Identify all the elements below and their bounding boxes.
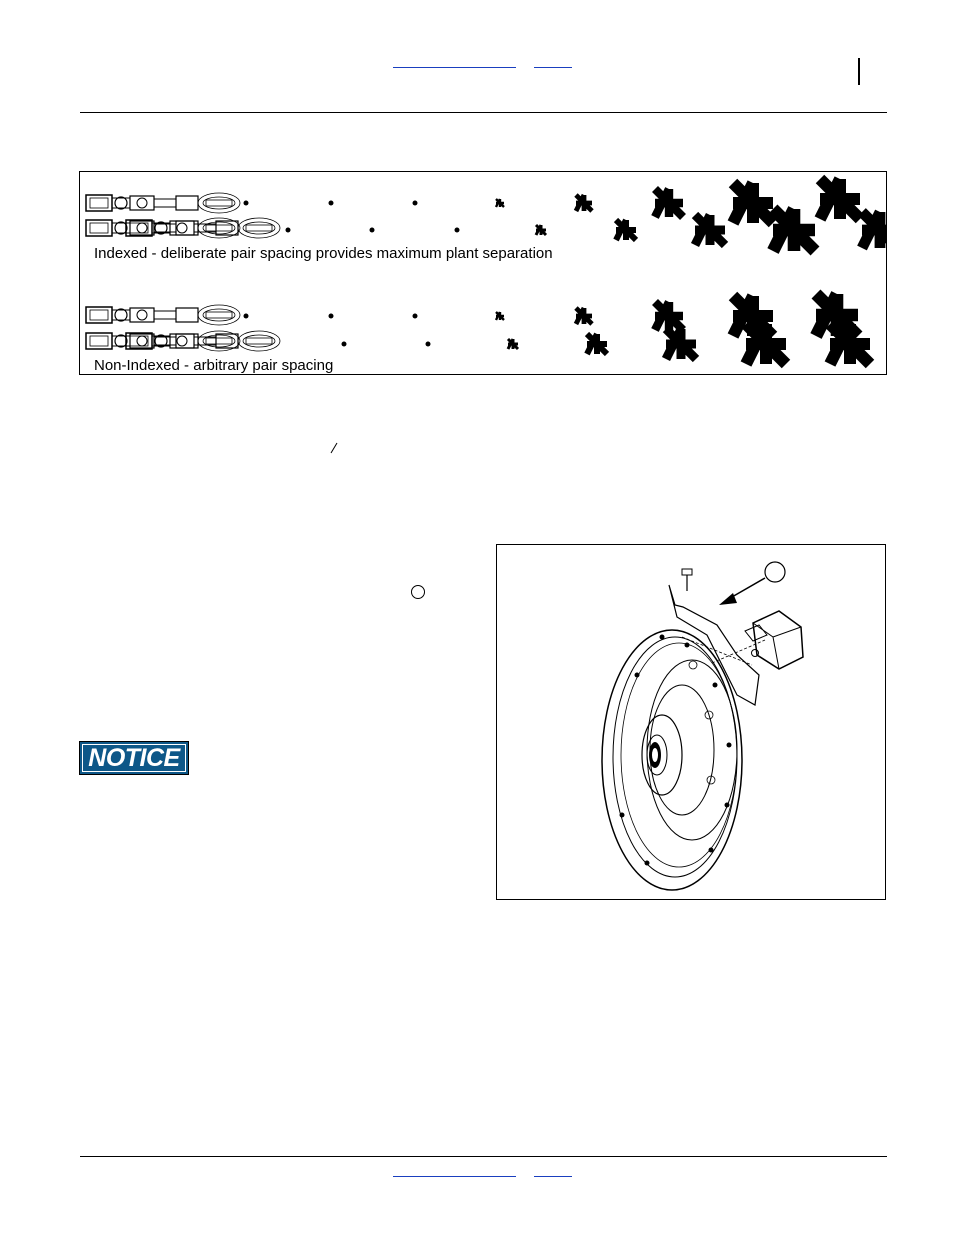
seed-spacing-illustration bbox=[80, 172, 887, 375]
non-indexed-caption: Non-Indexed - arbitrary pair spacing bbox=[94, 357, 334, 374]
fraction-slash-mark bbox=[329, 441, 339, 460]
footer-link-underline-right[interactable] bbox=[534, 1176, 572, 1177]
indexed-row-1 bbox=[244, 179, 861, 223]
indexed-caption: Indexed - deliberate pair spacing provides maximum plant separation bbox=[94, 245, 553, 262]
header-rule bbox=[80, 112, 887, 113]
header-change-bar bbox=[858, 58, 860, 85]
callout-reference-circle bbox=[411, 585, 425, 599]
hub bbox=[642, 715, 682, 795]
header-link-underline-right[interactable] bbox=[534, 67, 572, 68]
seed-spacing-figure bbox=[79, 171, 887, 375]
seed-meter-figure bbox=[496, 544, 886, 900]
notice-label bbox=[79, 741, 189, 775]
notice-text: NOTICE bbox=[88, 744, 180, 772]
sensor-body bbox=[753, 611, 803, 669]
seed-meter-illustration bbox=[497, 545, 886, 900]
footer-link-underline-left[interactable] bbox=[393, 1176, 516, 1177]
header-link-underline-left[interactable] bbox=[393, 67, 516, 68]
footer-rule bbox=[80, 1156, 887, 1157]
callout-circle bbox=[765, 562, 785, 582]
non-indexed-row-2 bbox=[342, 324, 871, 364]
